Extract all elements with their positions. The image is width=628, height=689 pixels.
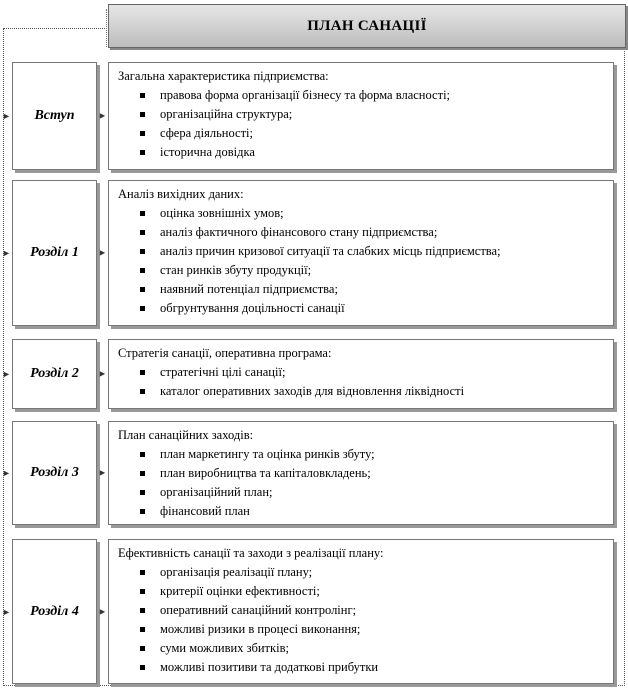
list-item: історична довідка (140, 143, 607, 162)
arrow-right-icon: ► (98, 110, 107, 121)
section-heading: Аналіз вихідних даних: (118, 187, 244, 201)
list-item: стратегічні цілі санації; (140, 363, 607, 382)
section-label-text: Вступ (34, 108, 75, 123)
list-item: план виробництва та капіталовкладень; (140, 464, 607, 483)
arrow-right-icon: ► (2, 111, 11, 121)
section-content-box (98, 421, 614, 525)
list-item: організація реалізації плану; (140, 563, 607, 582)
bullet-list (118, 563, 607, 677)
arrow-right-icon: ► (2, 248, 11, 258)
arrow-right-icon: ► (2, 606, 11, 617)
list-item: правова форма організації бізнесу та форма власності; (140, 86, 607, 105)
arrow-right-icon: ► (98, 247, 107, 258)
list-item: організаційний план; (140, 483, 607, 502)
diagram-title: ПЛАН САНАЦІЇ (108, 4, 626, 48)
list-item: оцінка зовнішніх умов; (140, 204, 607, 223)
list-item: стан ринків збуту продукції; (140, 261, 607, 280)
section-label-text: Розділ 2 (30, 366, 79, 381)
section-label (2, 62, 97, 170)
list-item: оперативний санаційний контролінг; (140, 601, 607, 620)
bullet-list (118, 445, 607, 521)
section-heading: План санаційних заходів: (118, 428, 254, 442)
arrow-right-icon: ► (98, 467, 107, 478)
section-content-box (98, 180, 614, 326)
section-label (2, 539, 97, 684)
section-label-text: Розділ 3 (30, 465, 79, 480)
list-item: можливі позитиви та додаткові прибутки (140, 658, 607, 677)
list-item: каталог оперативних заходів для відновлення ліквідності (140, 382, 607, 401)
section-heading: Стратегія санації, оперативна програма: (118, 346, 332, 360)
list-item: план маркетингу та оцінка ринків збуту; (140, 445, 607, 464)
section-label-text: Розділ 1 (30, 245, 79, 260)
arrow-right-icon: ► (98, 368, 107, 379)
bullet-list (118, 86, 607, 162)
section-heading: Ефективність санації та заходи з реалізації плану: (118, 546, 384, 560)
list-item: сфера діяльності; (140, 124, 607, 143)
list-item: аналіз фактичного фінансового стану підприємства; (140, 223, 607, 242)
section-content-box (98, 62, 614, 170)
list-item: обгрунтування доцільності санації (140, 299, 607, 318)
list-item: організаційна структура; (140, 105, 607, 124)
section-label (2, 339, 97, 409)
arrow-right-icon: ► (2, 369, 11, 379)
section-label-text: Розділ 4 (30, 603, 79, 619)
list-item: критерії оцінки ефективності; (140, 582, 607, 601)
bullet-list (118, 204, 607, 318)
list-item: можливі ризики в процесі виконання; (140, 620, 607, 639)
list-item: наявний потенціал підприємства; (140, 280, 607, 299)
list-item: суми можливих збитків; (140, 639, 607, 658)
section-content-box (98, 339, 614, 409)
arrow-right-icon: ► (2, 468, 11, 478)
section-content-box (98, 539, 614, 684)
bullet-list (118, 363, 607, 401)
list-item: аналіз причин кризової ситуації та слабких місць підприємства; (140, 242, 607, 261)
list-item: фінансовий план (140, 502, 607, 521)
arrow-right-icon: ► (98, 606, 107, 616)
section-label (2, 180, 97, 326)
section-heading: Загальна характеристика підприємства: (118, 69, 329, 83)
section-label (2, 421, 97, 525)
